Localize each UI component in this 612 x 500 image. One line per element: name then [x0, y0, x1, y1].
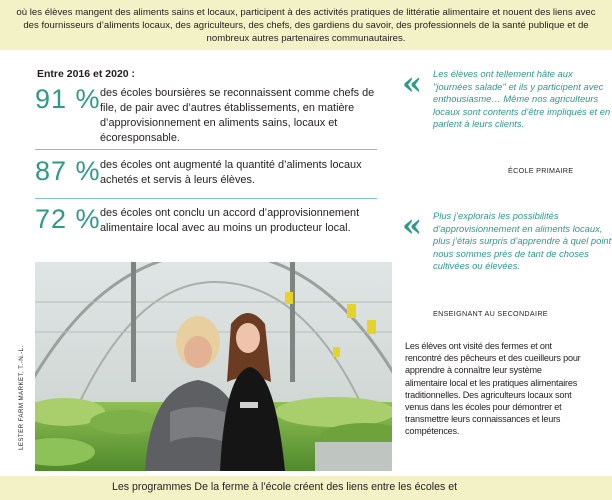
visits-paragraph: Les élèves ont visité des fermes et ont rencontré des pêcheurs et des cueilleurs pour apprendre à connaître leur système alimentaire local et les pratiques alimentaires traditionnelles. Des agriculteurs locaux sont venus dans les écoles pour démontrer et transmettre leurs connaissances et leurs compétences. — [405, 341, 581, 437]
quote-mark-icon: « — [402, 64, 422, 102]
quote-block — [400, 64, 611, 178]
stat-description: des écoles boursières se reconnaissent comme chefs de file, de pair avec d’autres établissements, en matière d’approvisionnement en aliments sains, locaux et écoresponsable. — [100, 87, 375, 144]
quote-block — [400, 206, 612, 320]
stat-percentage: 87 % — [35, 156, 101, 186]
stat-description: des écoles ont augmenté la quantité d’aliments locaux achetés et servis à leurs élèves. — [100, 159, 362, 186]
quote-text: Les élèves ont tellement hâte aux "journées salade" et ils y participent avec enthousiasme… Même nos agriculteurs locaux sont contents d’être impliqués et en parlent à leurs clients. — [433, 68, 611, 130]
greenhouse-photo-image — [35, 262, 392, 471]
stat-divider — [35, 198, 377, 199]
quote-text: Plus j’explorais les possibilités d’approvisionnement en aliments locaux, plus j’étais surpris d’apprendre à quel point nous sommes près de tant de choses cultivées ou élevées. — [433, 210, 612, 272]
quote-mark-icon: « — [402, 206, 422, 244]
footer-text: Les programmes De la ferme à l’école créent des liens entre les écoles et — [112, 481, 458, 493]
stat-percentage: 91 % — [35, 84, 101, 114]
stats-lead: Entre 2016 et 2020 : — [37, 68, 136, 80]
quote-source: ENSEIGNANT AU SECONDAIRE — [433, 309, 548, 318]
photo-credit-text: LESTER FARM MARKET, T.-N.-L. — [18, 345, 25, 450]
stat-item — [35, 204, 385, 252]
stat-divider — [35, 149, 377, 150]
stat-description: des écoles ont conclu un accord d’approvisionnement alimentaire local avec au moins un producteur local. — [100, 207, 360, 234]
quote-source: ÉCOLE PRIMAIRE — [508, 166, 574, 175]
intro-band — [0, 0, 612, 50]
stat-item — [35, 84, 385, 144]
intro-text: où les élèves mangent des aliments sains et locaux, participent à des activités pratiques de littératie alimentaire et nouent des liens avec des fournisseurs d’aliments locaux, des agriculteurs, des chefs, des gardiens du savoir, des professionnels de la santé publique et de nombreux autres partenaires communautaires. — [16, 7, 596, 44]
stat-item — [35, 156, 385, 192]
photo-credit — [18, 290, 32, 450]
stat-percentage: 72 % — [35, 204, 101, 234]
footer-band — [0, 476, 612, 500]
greenhouse-photo — [35, 262, 392, 471]
